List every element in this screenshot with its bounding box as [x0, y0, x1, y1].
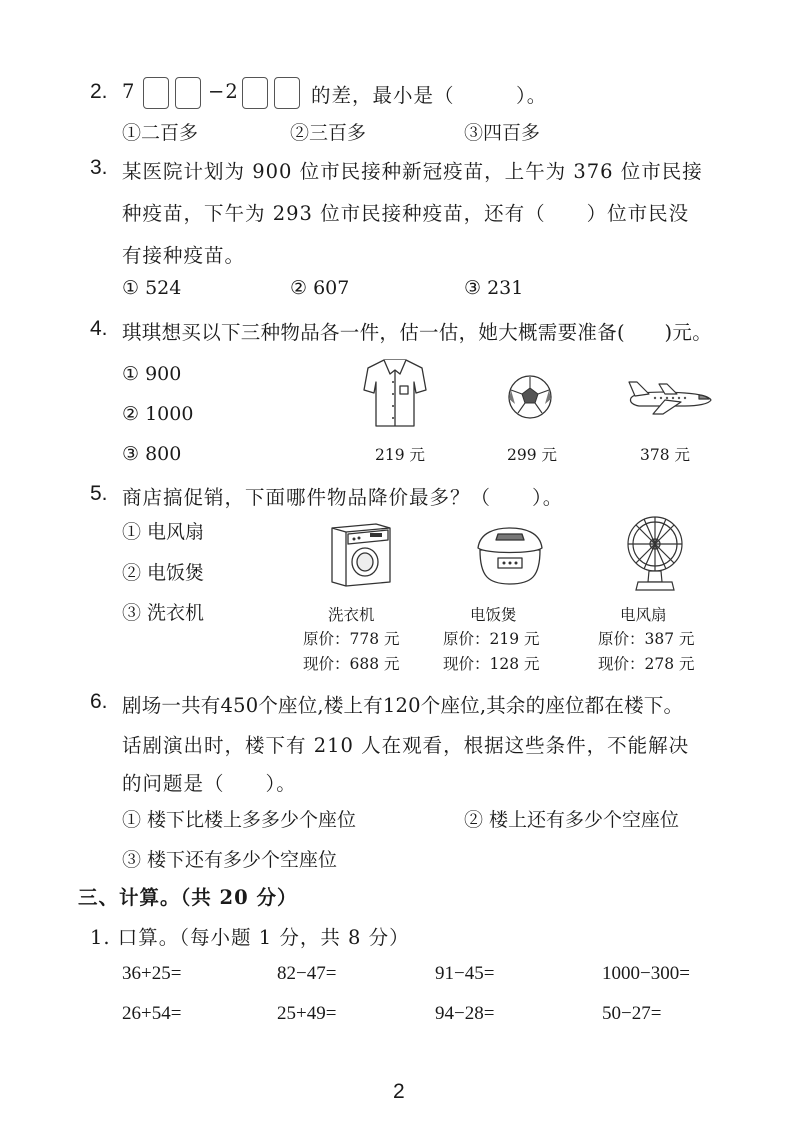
q6-number: 6. — [90, 690, 108, 713]
q3-number: 3. — [90, 156, 108, 179]
rice-cooker-name: 电饭煲 — [470, 606, 517, 624]
q3-line-1: 某医院计划为 900 位市民接种新冠疫苗，上午为 376 位市民接 — [122, 160, 703, 183]
q2-blank-box-3[interactable] — [242, 77, 268, 109]
electric-fan-original-price: 原价：387 元 — [598, 630, 695, 648]
q2-question-tail: 的差，最小是（ ）。 — [311, 84, 548, 107]
washing-machine-current-price: 现价：688 元 — [303, 655, 400, 673]
q4-line-1: 琪琪想买以下三种物品各一件，估一估，她大概需要准备( )元。 — [122, 321, 713, 344]
q5-number: 5. — [90, 482, 108, 505]
washing-machine-original-price: 原价：778 元 — [303, 630, 400, 648]
rice-cooker-current-price: 现价：128 元 — [443, 655, 540, 673]
q6-line-2: 话剧演出时，楼下有 210 人在观看，根据这些条件，不能解决 — [122, 734, 690, 757]
q2-minus-two: −2 — [208, 80, 239, 103]
airplane-price: 378 元 — [640, 446, 691, 464]
q2-lead-digit: 7 — [122, 80, 136, 103]
calc-1-3[interactable]: 91−45= — [435, 963, 495, 984]
airplane-icon — [625, 376, 715, 418]
q5-option-1[interactable]: ① 电风扇 — [122, 521, 205, 543]
q3-option-3[interactable]: ③ 231 — [464, 277, 524, 299]
section-3-q1-heading: 1. 口算。（每小题 1 分，共 8 分） — [90, 926, 410, 949]
calc-1-2[interactable]: 82−47= — [277, 963, 337, 984]
electric-fan-current-price: 现价：278 元 — [598, 655, 695, 673]
q6-option-2[interactable]: ② 楼上还有多少个空座位 — [464, 809, 680, 831]
q3-line-2: 种疫苗，下午为 293 位市民接种疫苗，还有（ ）位市民没 — [122, 202, 690, 225]
electric-fan-name: 电风扇 — [620, 606, 667, 624]
calc-2-2[interactable]: 25+49= — [277, 1003, 337, 1024]
q4-option-2[interactable]: ② 1000 — [122, 403, 194, 425]
calc-1-4[interactable]: 1000−300= — [602, 963, 690, 984]
washing-machine-name: 洗衣机 — [328, 606, 375, 624]
q6-line-3: 的问题是（ ）。 — [122, 772, 297, 795]
q3-option-2[interactable]: ② 607 — [290, 277, 350, 299]
rice-cooker-original-price: 原价：219 元 — [443, 630, 540, 648]
electric-fan-icon — [622, 514, 688, 594]
q5-option-2[interactable]: ② 电饭煲 — [122, 562, 205, 584]
q5-option-3[interactable]: ③ 洗衣机 — [122, 602, 205, 624]
q4-option-1[interactable]: ① 900 — [122, 363, 182, 385]
soccer-ball-price: 299 元 — [507, 446, 558, 464]
shirt-icon — [362, 356, 428, 430]
q2-number: 2. — [90, 80, 108, 103]
page-number: 2 — [393, 1080, 405, 1103]
q6-line-1: 剧场一共有450个座位,楼上有120个座位,其余的座位都在楼下。 — [122, 694, 684, 717]
q2-blank-box-1[interactable] — [143, 77, 169, 109]
q2-option-3[interactable]: ③四百多 — [464, 122, 541, 144]
q2-blank-box-2[interactable] — [175, 77, 201, 109]
q3-line-3: 有接种疫苗。 — [122, 244, 246, 267]
washing-machine-icon — [328, 518, 394, 588]
calc-2-3[interactable]: 94−28= — [435, 1003, 495, 1024]
shirt-price: 219 元 — [375, 446, 426, 464]
calc-1-1[interactable]: 36+25= — [122, 963, 182, 984]
q2-blank-box-4[interactable] — [274, 77, 300, 109]
q6-option-3[interactable]: ③ 楼下还有多少个空座位 — [122, 849, 338, 871]
section-3-title: 三、计算。（共 20 分） — [78, 886, 298, 909]
calc-2-1[interactable]: 26+54= — [122, 1003, 182, 1024]
calc-2-4[interactable]: 50−27= — [602, 1003, 662, 1024]
q4-number: 4. — [90, 317, 108, 340]
q2-option-1[interactable]: ①二百多 — [122, 122, 199, 144]
soccer-ball-icon — [507, 374, 553, 420]
rice-cooker-icon — [474, 524, 546, 588]
q5-line-1: 商店搞促销，下面哪件物品降价最多？（ ）。 — [122, 486, 564, 509]
q2-option-2[interactable]: ②三百多 — [290, 122, 367, 144]
q6-option-1[interactable]: ① 楼下比楼上多多少个座位 — [122, 809, 357, 831]
q3-option-1[interactable]: ① 524 — [122, 277, 182, 299]
q4-option-3[interactable]: ③ 800 — [122, 443, 182, 465]
